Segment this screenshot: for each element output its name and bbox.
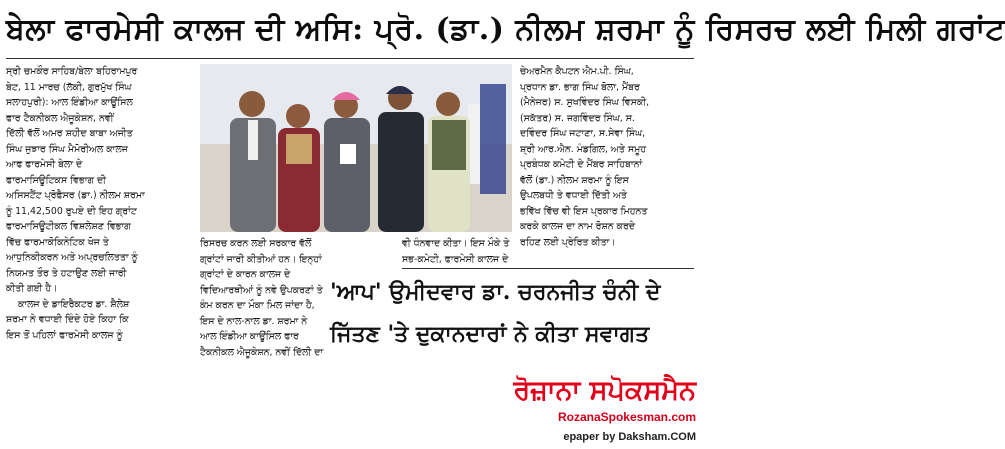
right-line: ਸ਼੍ਰੀ ਆਰ.ਐਨ. ਮੰਡਗਿਲ, ਅਤੇ ਸਮੂਹ bbox=[520, 143, 647, 155]
right-line: ਪ੍ਰਧਾਨ ਡਾ. ਭਾਗ ਸਿੰਘ ਬੋਲਾ, ਮੈਂਬਰ bbox=[520, 81, 640, 93]
right-line: ਦਵਿੰਦਰ ਸਿੰਘ ਜਟਾਣਾ, ਸ.ਸੇਵਾ ਸਿੰਘ, bbox=[520, 128, 646, 139]
right-line: ਰਹਿਣ ਲਈ ਪ੍ਰੇਰਿਤ ਕੀਤਾ। bbox=[520, 236, 616, 248]
middle-line: ਆਲ ਇੰਡੀਆ ਕਾਊਂਸਿਲ ਫਾਰ bbox=[200, 331, 299, 342]
second-headline-line-1: 'ਆਪ' ਉਮੀਦਵਾਰ ਡਾ. ਚਰਨਜੀਤ ਚੰਨੀ ਦੇ bbox=[330, 279, 661, 305]
group-photo-icon bbox=[200, 64, 512, 232]
left-line: ਵਿੱਚ ਫਾਰਮਾਕੋਕਿਨੇਟਿਕ ਖੋਜ ਤੇ bbox=[6, 236, 109, 248]
news-photo bbox=[200, 64, 512, 232]
middle-line: ਟੈਕਨੀਕਲ ਐਜੂਕੇਸ਼ਨ, ਨਵੀਂ ਦਿੱਲੀ ਦਾ bbox=[200, 346, 324, 358]
left-line: ਕਾਲਜ ਦੇ ਡਾਇਰੈਕਟਰ ਡਾ. ਸ਼ੈਲੇਸ਼ bbox=[18, 298, 130, 310]
right-line: ਕਰਕੇ ਕਾਲਜ ਦਾ ਨਾਮ ਰੋਸ਼ਨ ਕਰਦੇ bbox=[520, 221, 635, 232]
left-line: ਫਾਰਮਾਸਿਊਟੀਕਲ ਵਿਸ਼ਲੇਸ਼ਣ ਵਿਭਾਗ bbox=[6, 221, 131, 232]
middle-line: ਗ੍ਰਾਂਟਾਂ ਦੇ ਕਾਰਨ ਕਾਲਜ ਦੇ bbox=[200, 269, 291, 280]
left-line: ਕੀਤੀ ਗਈ ਹੈ। bbox=[6, 283, 58, 294]
right-line: ਚੇਅਰਮੈਨ ਕੈਪਟਨ ਐਮ.ਪੀ. ਸਿੰਘ, bbox=[520, 66, 634, 77]
left-line: ਇਸ ਤੋਂ ਪਹਿਲਾਂ ਫਾਰਮੇਸੀ ਕਾਲਜ ਨੂੰ bbox=[6, 329, 123, 341]
left-line: ਨੂੰ 11,42,500 ਰੁਪਏ ਦੀ ਇਹ ਗ੍ਰਾਂਟ bbox=[6, 205, 137, 217]
middle-line: ਗ੍ਰਾਂਟਾਂ ਜਾਰੀ ਕੀਤੀਆਂ ਹਨ। ਇਨ੍ਹਾਂ bbox=[200, 253, 322, 265]
continuation-line: ਸਭ-ਕਮੇਟੀ, ਫਾਰਮੇਸੀ ਕਾਲਜ ਦੇ bbox=[402, 253, 509, 265]
second-headline-line-2: ਜਿੱਤਣ 'ਤੇ ਦੁਕਾਨਦਾਰਾਂ ਨੇ ਕੀਤਾ ਸਵਾਗਤ bbox=[330, 321, 650, 347]
continuation-text bbox=[402, 236, 514, 268]
right-column bbox=[520, 64, 694, 254]
left-line: ਸਿੰਘ ਜੁਝਾਰ ਸਿੰਘ ਮੈਮੋਰੀਅਲ ਕਾਲਜ bbox=[6, 143, 128, 155]
epaper-credit: epaper by Daksham.COM bbox=[563, 431, 696, 443]
section-divider bbox=[402, 268, 694, 269]
brand-url[interactable]: RozanaSpokesman.com bbox=[557, 410, 696, 424]
left-line: ਸ਼ਰਮਾ ਨੇ ਵਧਾਈ ਦਿੰਦੇ ਹੋਏ ਕਿਹਾ ਕਿ bbox=[6, 314, 129, 325]
left-line: ਸਲਾਹਪੁਰੀ): ਆਲ ਇੰਡੀਆ ਕਾਊਂਸਿਲ bbox=[6, 97, 133, 108]
middle-line: ਰਿਸਰਚ ਕਰਨ ਲਈ ਸਰਕਾਰ ਵੱਲੋਂ bbox=[200, 238, 312, 249]
continuation-line: ਵੀ ਧੰਨਵਾਦ ਕੀਤਾ। ਇਸ ਮੌਕੇ ਤੇ bbox=[402, 238, 510, 249]
left-line: ਨਿਯਮਤ ਤੌਰ ਤੇ ਹਟਾਉਣ ਲਈ ਜਾਰੀ bbox=[6, 267, 127, 279]
left-line: ਆਫ ਫਾਰਮੇਸੀ ਬੇਲਾ ਦੇ bbox=[6, 159, 83, 170]
left-line: ਫਾਰ ਟੈਕਨੀਕਲ ਐਜੂਕੇਸ਼ਨ, ਨਵੀਂ bbox=[6, 112, 114, 124]
right-line: ਪ੍ਰਬੰਧਕ ਕਮੇਟੀ ਦੇ ਮੈਂਬਰ ਸਾਹਿਬਾਨਾਂ bbox=[520, 159, 643, 170]
middle-line: ਇਸ ਦੇ ਨਾਲ-ਨਾਲ ਡਾ. ਸ਼ਰਮਾ ਨੇ bbox=[200, 315, 308, 327]
right-line: ਉਪਲਬਧੀ ਤੇ ਵਧਾਈ ਦਿੱਤੀ ਅਤੇ bbox=[520, 190, 627, 201]
right-line: ਭਵਿੱਖ ਵਿੱਚ ਵੀ ਇਸ ਪ੍ਰਕਾਰ ਮਿਹਨਤ bbox=[520, 205, 648, 217]
brand-logo: ਰੋਜ਼ਾਨਾ ਸਪੋਕਸਮੈਨ bbox=[513, 375, 696, 406]
left-line: ਦਿੱਲੀ ਵੱਲੋਂ ਅਮਰ ਸ਼ਹੀਦ ਬਾਬਾ ਅਜੀਤ bbox=[6, 128, 133, 139]
left-line: ਆਧੁਨਿਕੀਕਰਨ ਅਤੇ ਅਪ੍ਰਚਲਿਤਤਾ ਨੂੰ bbox=[6, 252, 138, 263]
page-title: ਬੇਲਾ ਫਾਰਮੇਸੀ ਕਾਲਜ ਦੀ ਅਸਿ: ਪ੍ਰੋ. (ਡਾ.) ਨੀਲਮ ਸ਼ਰਮਾ ਨੂੰ ਰਿਸਰਚ ਲਈ ਮਿਲੀ ਗਰਾਂਟ bbox=[6, 12, 1005, 47]
right-line: (ਮੈਨੇਜਰ) ਸ. ਸੁਖਵਿੰਦਰ ਸਿੰਘ ਵਿਸਕੀ, bbox=[520, 97, 650, 108]
left-column bbox=[6, 64, 194, 346]
left-line: ਅਸਿਸਟੈਂਟ ਪ੍ਰੋਫੈਸਰ (ਡਾ.) ਨੀਲਮ ਸ਼ਰਮਾ bbox=[6, 190, 145, 201]
left-line: ਫਾਰਮਾਸਿਊਟਿਕਸ ਵਿਭਾਗ ਦੀ bbox=[6, 174, 107, 186]
middle-line: ਕੰਮ ਕਰਨ ਦਾ ਮੌਕਾ ਮਿਲ ਜਾਂਦਾ ਹੈ, bbox=[200, 300, 315, 311]
headline-divider bbox=[6, 58, 694, 59]
middle-line: ਵਿਦਿਆਰਥੀਆਂ ਨੂੰ ਨਵੇ ਉਪਕਰਣਾਂ ਤੇ bbox=[200, 284, 323, 296]
right-line: ਵੱਲੋਂ (ਡਾ.) ਨੀਲਮ ਸ਼ਰਮਾ ਨੂੰ ਇਸ bbox=[520, 174, 629, 186]
left-line: ਸ੍ਰੀ ਚਮਕੌਰ ਸਾਹਿਬ/ਬੇਲਾ ਬਹਿਰਾਮਪੁਰ bbox=[6, 66, 138, 77]
left-line: ਬੇਟ, 11 ਮਾਰਚ (ਲੱਕੀ, ਗੁਰਮੁੱਖ ਸਿੰਘ bbox=[6, 81, 132, 93]
right-line: (ਸਕੱਤਰ) ਸ. ਜਗਵਿੰਦਰ ਸਿੰਘ, ਸ. bbox=[520, 112, 635, 124]
